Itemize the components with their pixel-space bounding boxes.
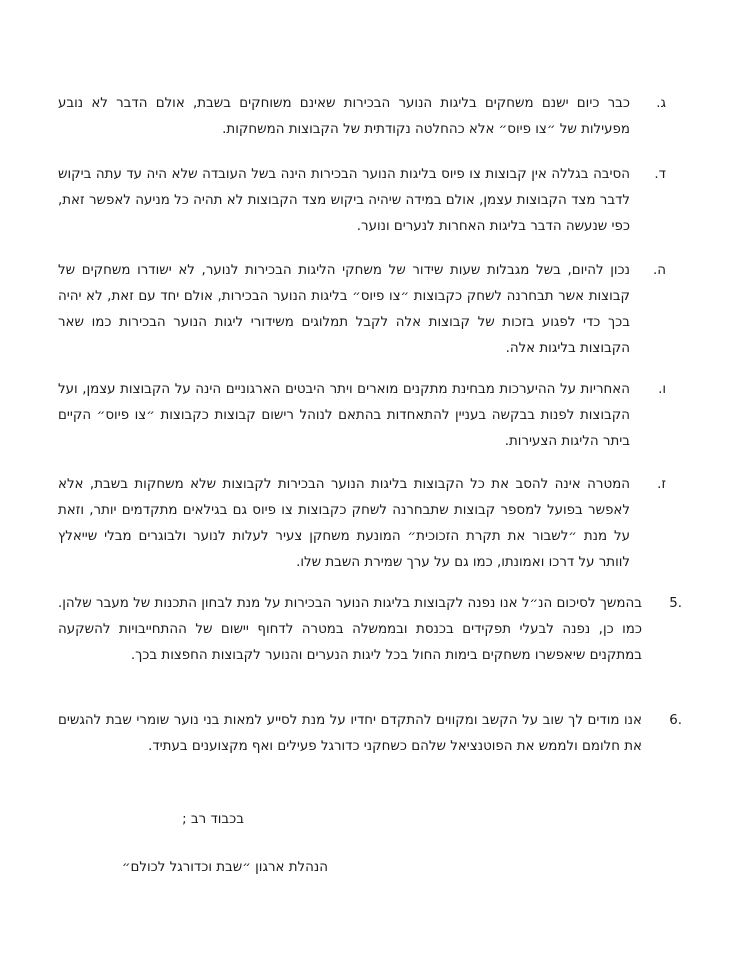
list-item-6 bbox=[58, 708, 682, 760]
list-item-text: אנו מודים לך שוב על הקשב ומקווים להתקדם יחדיו על מנת לסייע למאות בני נוער שומרי שבת להגשים את חלומם ולממש את הפוטנציאל שלהם כשחקני כדורגל פעילים ואף מקצוענים בעתיד. bbox=[58, 713, 642, 754]
list-marker: ד. bbox=[654, 167, 666, 182]
salutation: בכבוד רב ; bbox=[182, 812, 244, 827]
list-item-gimel bbox=[58, 91, 666, 143]
list-item-text: נכון להיום, בשל מגבלות שעות שידור של משחקי הליגות הבכירות לנוער, לא ישודרו משחקים של קבוצות אשר תבחרנה לשחק כקבוצות ״צו פיוס״ בליגות הנוער הבכירות, אולם יחד עם זאת, לא יהיה בכך כדי לפגוע בזכות של קבוצות אלה לקבל תמלוגים משידורי ליגות הנוער הבכירות כמו שאר הקבוצות בליגות אלה. bbox=[58, 263, 630, 356]
list-marker: ז. bbox=[657, 477, 666, 492]
signature: הנהלת ארגון ״שבת וכדורגל לכולם״ bbox=[121, 860, 328, 875]
list-marker: .5 bbox=[669, 596, 682, 611]
list-item-text: כבר כיום ישנם משחקים בליגות הנוער הבכירות שאינם משוחקים בשבת, אולם הדבר לא נובע מפעילות של ״צו פיוס״ אלא כהחלטה נקודתית של הקבוצות המשחקות. bbox=[58, 96, 630, 137]
list-item-text: המטרה אינה להסב את כל הקבוצות בליגות הנוער הבכירות לקבוצות שלא משחקות בשבת, אלא לאפשר בפועל למספר קבוצות שתבחרנה לשחק כקבוצות צו פיוס גם בגילאים מתקדמים יותר, וזאת על מנת ״לשבור את תקרת הזכוכית״ המונעת משחקן צעיר לעלות לנוער ולבוגרים מבלי שייאלץ לוותר על דרכו ואמונתו, כמו גם על ערך שמירת השבת שלו. bbox=[58, 477, 630, 570]
list-item-5 bbox=[58, 591, 682, 669]
list-item-text: האחריות על ההיערכות מבחינת מתקנים מוארים ויתר היבטים הארגוניים הינה על הקבוצות עצמן, ועל הקבוצות לפנות בבקשה בעניין להתאחדות בהתאם לנוהל רישום קבוצות כקבוצות ״צו פיוס״ הקיים ביתר הליגות הצעירות. bbox=[58, 382, 630, 449]
list-marker: ו. bbox=[658, 382, 666, 397]
list-item-zayin bbox=[58, 472, 666, 576]
list-marker: .6 bbox=[669, 713, 682, 728]
list-item-dalet bbox=[58, 162, 666, 240]
list-item-text: הסיבה בגללה אין קבוצות צו פיוס בליגות הנוער הבכירות הינה בשל העובדה שלא היה עד עתה ביקוש לדבר מצד הקבוצות עצמן, אולם במידה שיהיה ביקוש מצד הקבוצות לא תהיה כל מניעה לאפשר זאת, כפי שנעשה הדבר בליגות האחרות לנערים ונוער. bbox=[58, 167, 630, 234]
list-marker: ה. bbox=[652, 263, 666, 278]
list-item-he bbox=[58, 258, 666, 362]
list-marker: ג. bbox=[656, 96, 666, 111]
list-item-text: בהמשך לסיכום הנ״ל אנו נפנה לקבוצות בליגות הנוער הבכירות על מנת לבחון התכנות של מעבר שלהן. כמו כן, נפנה לבעלי תפקידים בכנסת ובממשלה במטרה לדחוף יישום של ההתחייבויות להשקעה במתקנים שיאפשרו משחקים בימות החול בכל ליגות הנערים והנוער לקבוצות החפצות בכך. bbox=[58, 596, 642, 663]
list-item-vav bbox=[58, 377, 666, 455]
